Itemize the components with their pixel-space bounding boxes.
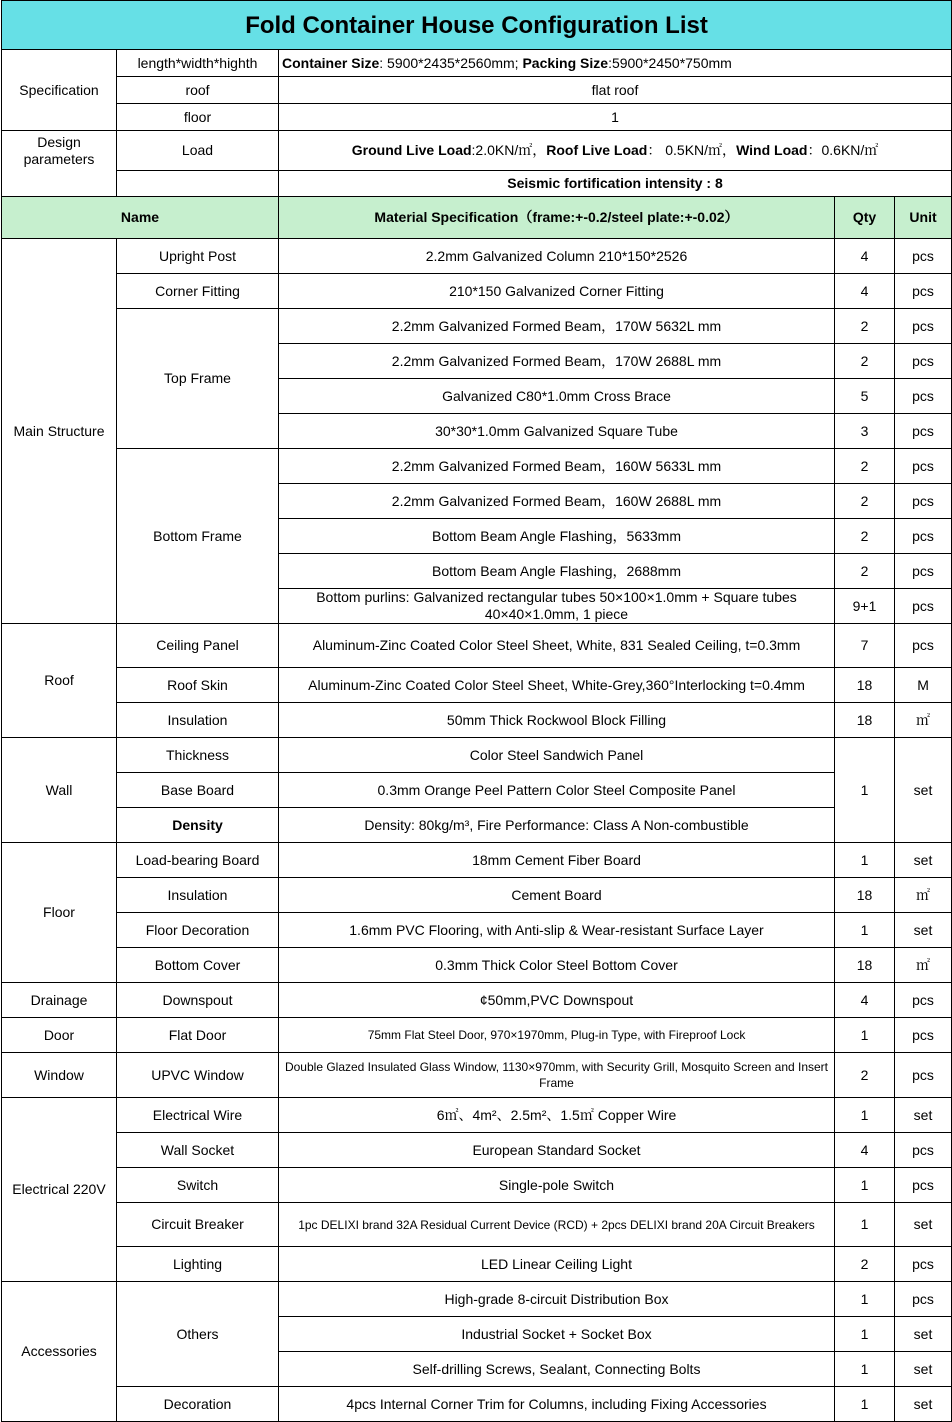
unit-cell: pcs — [895, 624, 952, 668]
unit-cell: set — [895, 1203, 952, 1247]
item-cell: Density — [117, 808, 279, 843]
qty-cell: 2 — [835, 449, 895, 484]
spec-cell: Density: 80kg/m³, Fire Performance: Class A Non-combustible — [279, 808, 835, 843]
qty-cell: 2 — [835, 554, 895, 589]
header-qty: Qty — [835, 197, 895, 239]
spec-cell: ¢50mm,PVC Downspout — [279, 983, 835, 1018]
spec-cell: 6㎡、4m²、2.5m²、1.5㎡ Copper Wire — [279, 1098, 835, 1133]
spec-cell: Color Steel Sandwich Panel — [279, 738, 835, 773]
unit-cell: pcs — [895, 1053, 952, 1098]
item-cell: Bottom Frame — [117, 449, 279, 624]
unit-cell: pcs — [895, 414, 952, 449]
spec-cell: Self-drilling Screws, Sealant, Connecting Bolts — [279, 1352, 835, 1387]
spec-cell: 0.3mm Thick Color Steel Bottom Cover — [279, 948, 835, 983]
spec-cell: 2.2mm Galvanized Formed Beam，160W 2688L mm — [279, 484, 835, 519]
table-row — [2, 449, 952, 484]
configuration-table — [1, 0, 952, 1422]
qty-cell: 1 — [835, 843, 895, 878]
spec-cell: 2.2mm Galvanized Formed Beam，160W 5633L mm — [279, 449, 835, 484]
item-cell: Floor Decoration — [117, 913, 279, 948]
spec-cell: 2.2mm Galvanized Formed Beam，170W 5632L mm — [279, 309, 835, 344]
unit-cell: pcs — [895, 1168, 952, 1203]
table-row — [2, 309, 952, 344]
unit-cell: pcs — [895, 274, 952, 309]
seismic-value: Seismic fortification intensity : 8 — [279, 171, 952, 197]
unit-cell: set — [895, 1317, 952, 1352]
spec-cell: 1.6mm PVC Flooring, with Anti-slip & Wear-resistant Surface Layer — [279, 913, 835, 948]
table-row — [2, 1203, 952, 1247]
item-cell: Insulation — [117, 878, 279, 913]
category-cell: Door — [2, 1018, 117, 1053]
spec-cell: Aluminum-Zinc Coated Color Steel Sheet, White, 831 Sealed Ceiling, t=0.3mm — [279, 624, 835, 668]
unit-cell: pcs — [895, 1018, 952, 1053]
table-row — [2, 1247, 952, 1282]
table-row — [2, 624, 952, 668]
spec-cell: Bottom Beam Angle Flashing，5633mm — [279, 519, 835, 554]
qty-cell: 5 — [835, 379, 895, 414]
unit-cell: pcs — [895, 1247, 952, 1282]
table-row — [2, 239, 952, 274]
qty-cell: 1 — [835, 1387, 895, 1422]
table-row — [2, 913, 952, 948]
qty-cell: 2 — [835, 1053, 895, 1098]
item-cell: Circuit Breaker — [117, 1203, 279, 1247]
qty-cell: 18 — [835, 948, 895, 983]
roof-label: roof — [117, 77, 279, 104]
item-cell: Downspout — [117, 983, 279, 1018]
category-cell: Accessories — [2, 1282, 117, 1422]
item-cell: Thickness — [117, 738, 279, 773]
spec-cell: 18mm Cement Fiber Board — [279, 843, 835, 878]
spec-cell: Bottom purlins: Galvanized rectangular tubes 50×100×1.0mm + Square tubes 40×40×1.0mm, 1 piece — [279, 589, 835, 624]
unit-cell: ㎡ — [895, 703, 952, 738]
qty-cell: 2 — [835, 484, 895, 519]
unit-cell: pcs — [895, 554, 952, 589]
table-row — [2, 1133, 952, 1168]
unit-cell: ㎡ — [895, 948, 952, 983]
item-cell: Flat Door — [117, 1018, 279, 1053]
spec-cell: European Standard Socket — [279, 1133, 835, 1168]
unit-cell: pcs — [895, 309, 952, 344]
table-row — [2, 668, 952, 703]
qty-cell: 18 — [835, 878, 895, 913]
qty-cell: 1 — [835, 1098, 895, 1133]
item-cell: Upright Post — [117, 239, 279, 274]
qty-cell: 2 — [835, 344, 895, 379]
table-row — [2, 948, 952, 983]
unit-cell: set — [895, 1387, 952, 1422]
spec-cell: 2.2mm Galvanized Column 210*150*2526 — [279, 239, 835, 274]
unit-cell: set — [895, 913, 952, 948]
qty-cell: 4 — [835, 239, 895, 274]
qty-cell: 1 — [835, 1018, 895, 1053]
table-row — [2, 808, 952, 843]
table-row — [2, 983, 952, 1018]
spec-cell: Aluminum-Zinc Coated Color Steel Sheet, White-Grey,360°Interlocking t=0.4mm — [279, 668, 835, 703]
spec-cell: 2.2mm Galvanized Formed Beam，170W 2688L mm — [279, 344, 835, 379]
unit-cell: pcs — [895, 484, 952, 519]
qty-cell: 4 — [835, 1133, 895, 1168]
qty-cell: 7 — [835, 624, 895, 668]
item-cell: Insulation — [117, 703, 279, 738]
unit-cell: ㎡ — [895, 878, 952, 913]
qty-cell: 2 — [835, 1247, 895, 1282]
unit-cell: pcs — [895, 344, 952, 379]
table-row — [2, 773, 952, 808]
category-cell: Floor — [2, 843, 117, 983]
spec-cell: Cement Board — [279, 878, 835, 913]
category-cell: Wall — [2, 738, 117, 843]
item-cell: Roof Skin — [117, 668, 279, 703]
floor-label: floor — [117, 104, 279, 131]
qty-cell: 1 — [835, 913, 895, 948]
table-row — [2, 843, 952, 878]
unit-cell: pcs — [895, 519, 952, 554]
unit-cell: set — [895, 843, 952, 878]
qty-cell: 1 — [835, 738, 895, 843]
table-row — [2, 1053, 952, 1098]
load-value: Ground Live Load:2.0KN/㎡，Roof Live Load： 0.5KN/㎡，Wind Load：0.6KN/㎡ — [279, 131, 952, 171]
item-cell: Top Frame — [117, 309, 279, 449]
unit-cell: set — [895, 1352, 952, 1387]
table-row — [2, 1018, 952, 1053]
item-cell: Wall Socket — [117, 1133, 279, 1168]
qty-cell: 2 — [835, 519, 895, 554]
spec-cell: 30*30*1.0mm Galvanized Square Tube — [279, 414, 835, 449]
unit-cell: pcs — [895, 379, 952, 414]
qty-cell: 1 — [835, 1352, 895, 1387]
unit-cell: pcs — [895, 589, 952, 624]
category-cell: Roof — [2, 624, 117, 738]
qty-cell: 18 — [835, 668, 895, 703]
item-cell: Load-bearing Board — [117, 843, 279, 878]
qty-cell: 1 — [835, 1168, 895, 1203]
qty-cell: 1 — [835, 1317, 895, 1352]
qty-cell: 9+1 — [835, 589, 895, 624]
unit-cell: pcs — [895, 239, 952, 274]
item-cell: Decoration — [117, 1387, 279, 1422]
floor-value: 1 — [279, 104, 952, 131]
unit-cell: M — [895, 668, 952, 703]
item-cell: Bottom Cover — [117, 948, 279, 983]
category-cell: Electrical 220V — [2, 1098, 117, 1282]
spec-label: Specification — [2, 50, 117, 131]
item-cell: Corner Fitting — [117, 274, 279, 309]
load-blank — [117, 171, 279, 197]
unit-cell: set — [895, 1098, 952, 1133]
spec-cell: 1pc DELIXI brand 32A Residual Current Device (RCD) + 2pcs DELIXI brand 20A Circuit Breakers — [279, 1203, 835, 1247]
item-cell: UPVC Window — [117, 1053, 279, 1098]
unit-cell: pcs — [895, 1282, 952, 1317]
spec-cell: Single-pole Switch — [279, 1168, 835, 1203]
spec-cell: Bottom Beam Angle Flashing，2688mm — [279, 554, 835, 589]
qty-cell: 1 — [835, 1203, 895, 1247]
item-cell: Ceiling Panel — [117, 624, 279, 668]
qty-cell: 18 — [835, 703, 895, 738]
qty-cell: 2 — [835, 309, 895, 344]
page-title: Fold Container House Configuration List — [2, 1, 952, 50]
category-cell: Window — [2, 1053, 117, 1098]
unit-cell: pcs — [895, 1133, 952, 1168]
header-material: Material Specification（frame:+-0.2/steel plate:+-0.02） — [279, 197, 835, 239]
spec-cell: LED Linear Ceiling Light — [279, 1247, 835, 1282]
table-row — [2, 1098, 952, 1133]
spec-cell: Double Glazed Insulated Glass Window, 1130×970mm, with Security Grill, Mosquito Screen and Insert Frame — [279, 1053, 835, 1098]
design-label: Design parameters — [2, 131, 117, 197]
unit-cell: pcs — [895, 449, 952, 484]
qty-cell: 1 — [835, 1282, 895, 1317]
item-cell: Lighting — [117, 1247, 279, 1282]
item-cell: Switch — [117, 1168, 279, 1203]
roof-value: flat roof — [279, 77, 952, 104]
load-label: Load — [117, 131, 279, 171]
table-row — [2, 738, 952, 773]
size-label: length*width*highth — [117, 50, 279, 77]
table-row — [2, 1387, 952, 1422]
spec-cell: 210*150 Galvanized Corner Fitting — [279, 274, 835, 309]
header-unit: Unit — [895, 197, 952, 239]
spec-cell: 50mm Thick Rockwool Block Filling — [279, 703, 835, 738]
spec-cell: Industrial Socket + Socket Box — [279, 1317, 835, 1352]
spec-cell: 75mm Flat Steel Door, 970×1970mm, Plug-in Type, with Fireproof Lock — [279, 1018, 835, 1053]
item-cell: Others — [117, 1282, 279, 1387]
spec-cell: 4pcs Internal Corner Trim for Columns, including Fixing Accessories — [279, 1387, 835, 1422]
table-row — [2, 274, 952, 309]
qty-cell: 3 — [835, 414, 895, 449]
qty-cell: 4 — [835, 983, 895, 1018]
table-row — [2, 703, 952, 738]
unit-cell: pcs — [895, 983, 952, 1018]
header-name: Name — [2, 197, 279, 239]
unit-cell: set — [895, 738, 952, 843]
item-cell: Base Board — [117, 773, 279, 808]
category-cell: Main Structure — [2, 239, 117, 624]
item-cell: Electrical Wire — [117, 1098, 279, 1133]
table-row — [2, 878, 952, 913]
spec-cell: 0.3mm Orange Peel Pattern Color Steel Composite Panel — [279, 773, 835, 808]
spec-cell: Galvanized C80*1.0mm Cross Brace — [279, 379, 835, 414]
table-row — [2, 1168, 952, 1203]
category-cell: Drainage — [2, 983, 117, 1018]
spec-cell: High-grade 8-circuit Distribution Box — [279, 1282, 835, 1317]
table-row — [2, 1282, 952, 1317]
size-value: Container Size: 5900*2435*2560mm; Packing Size:5900*2450*750mm — [279, 50, 952, 77]
qty-cell: 4 — [835, 274, 895, 309]
